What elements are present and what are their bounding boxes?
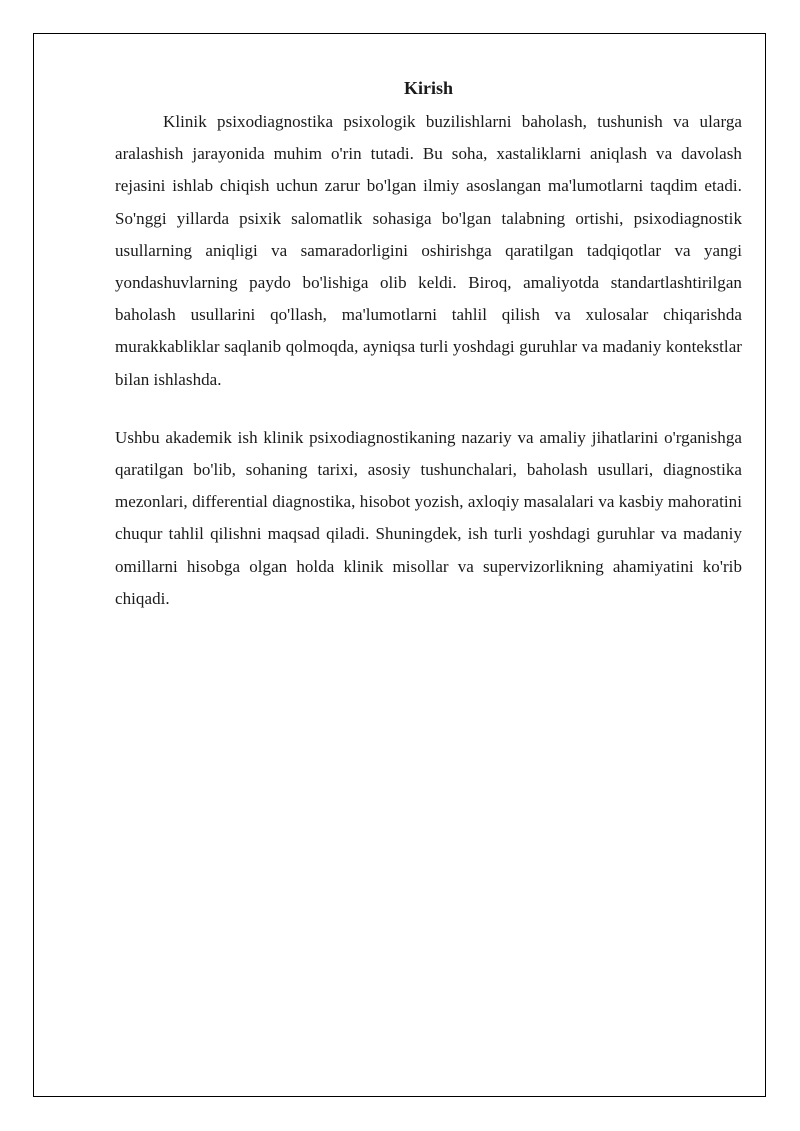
paragraph-aim: Ushbu akademik ish klinik psixodiagnostikaning nazariy va amaliy jihatlarini o'rganishga qaratilgan bo'lib, sohaning tarixi, asosiy tushunchalari, baholash usullari, diagnostika mezonlari, differential diagnostika, hisobot yozish, axloqiy masalalari va kasbiy mahoratini chuqur tahlil qilishni maqsad qiladi. Shuningdek, ish turli yoshdagi guruhlar va madaniy omillarni hisobga olgan holda klinik misollar va supervizorlikning ahamiyatini ko'rib chiqadi. — [115, 427, 742, 608]
paragraph-spacer — [115, 396, 742, 422]
document-title: Kirish — [403, 78, 453, 98]
document-body — [115, 76, 742, 615]
paragraph-intro: Klinik psixodiagnostika psixologik buzilishlarni baholash, tushunish va ularga aralashish jarayonida muhim o'rin tutadi. Bu soha, xastaliklarni aniqlash va davolash rejasini ishlab chiqish uchun zarur bo'lgan ilmiy asoslangan ma'lumotlarni taqdim etadi. So'nggi yillarda psixik salomatlik sohasiga bo'lgan talabning ortishi, psixodiagnostik usullarning aniqligi va samaradorligini oshirishga qaratilgan tadqiqotlar va yangi yondashuvlarning paydo bo'lishiga olib keldi. Biroq, amaliyotda standartlashtirilgan baholash usullarini qo'llash, ma'lumotlarni tahlil qilish va xulosalar chiqarishda murakkabliklar saqlanib qolmoqda, ayniqsa turli yoshdagi guruhlar va madaniy kontekstlar bilan ishlashda. — [115, 112, 742, 389]
